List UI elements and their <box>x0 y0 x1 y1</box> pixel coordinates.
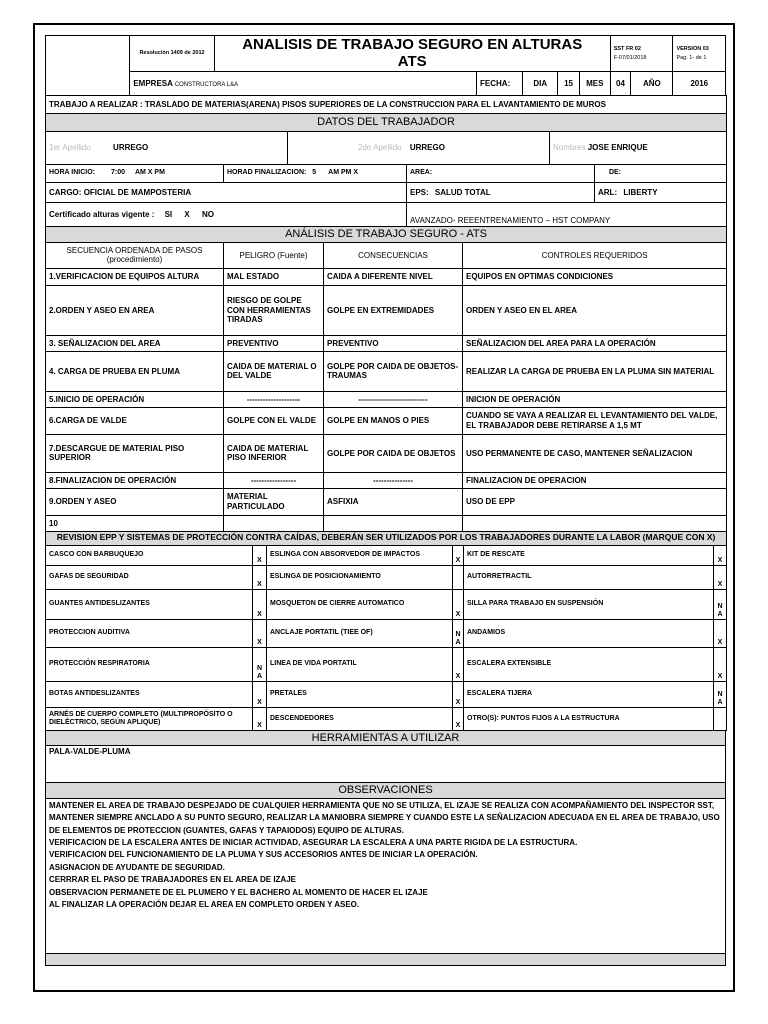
ppe-mark: N A <box>714 589 727 619</box>
end-ampm: AM PM X <box>328 169 359 177</box>
tools-value: PALA-VALDE-PLUMA <box>46 746 726 783</box>
ppe-item: OTRO(S): PUNTOS FIJOS A LA ESTRUCTURA <box>464 707 714 730</box>
notes-table <box>45 730 726 966</box>
certificate-mark: X <box>184 209 190 219</box>
cargo-cell <box>46 183 407 203</box>
ppe-item: KIT DE RESCATE <box>464 545 714 565</box>
page-number: Pag. 1- de 1 <box>676 54 707 61</box>
ats-control <box>463 515 727 531</box>
ppe-mark: X <box>714 619 727 647</box>
ats-consequence: GOLPE EN EXTREMIDADES <box>324 285 463 335</box>
ppe-mark: X <box>714 647 727 681</box>
work-value: TRASLADO DE MATERIAS(ARENA) PISOS SUPERIORES DE LA CONSTRUCCION PARA EL LAVANTAMIENTO DE MUROS <box>144 99 606 109</box>
ats-hazard: ----------------- <box>224 472 324 488</box>
ats-form <box>45 35 726 966</box>
ppe-item: GAFAS DE SEGURIDAD <box>46 565 253 589</box>
cargo-value: OFICIAL DE MAMPOSTERIA <box>83 187 192 197</box>
ats-hazard: MAL ESTADO <box>224 268 324 285</box>
ats-consequence: ASFIXIA <box>324 488 463 515</box>
level-value: AVANZADO- REEENTRENAMIENTO – HST COMPANY <box>410 215 611 225</box>
anio-label: AÑO <box>631 72 673 96</box>
arl-label: ARL: <box>598 187 618 197</box>
work-row <box>46 96 727 114</box>
start-time-label: HORA INICIO: <box>49 169 96 177</box>
ppe-table <box>45 531 727 731</box>
ats-consequence: --------------- <box>324 472 463 488</box>
section-observations: OBSERVACIONES <box>46 783 726 799</box>
fecha-label: FECHA: <box>477 72 523 96</box>
observations-body <box>46 798 726 953</box>
ppe-mark: N A <box>453 619 464 647</box>
ppe-item: LINEA DE VIDA PORTATIL <box>267 647 453 681</box>
ppe-mark: X <box>253 589 267 619</box>
resolution-text: Resolución 1409 de 2012 <box>130 36 214 72</box>
first-surname-label: 1er Apellido <box>49 143 91 153</box>
ppe-item: PROTECCION AUDITIVA <box>46 619 253 647</box>
ats-header-step: SECUENCIA ORDENADA DE PASOS (procedimiento) <box>46 242 224 268</box>
ats-control: INICION DE OPERACIÓN <box>463 391 727 407</box>
second-surname-value: URREGO <box>409 143 445 153</box>
first-surname-cell <box>46 132 288 165</box>
de-label: DE: <box>608 169 621 177</box>
ats-hazard: GOLPE CON EL VALDE <box>224 407 324 434</box>
ppe-item: GUANTES ANTIDESLIZANTES <box>46 589 253 619</box>
ats-step: 9.ORDEN Y ASEO <box>46 488 224 515</box>
ats-header-control: CONTROLES REQUERIDOS <box>463 242 727 268</box>
ats-step: 3. SEÑALIZACION DEL AREA <box>46 335 224 351</box>
ppe-item: MOSQUETON DE CIERRE AUTOMATICO <box>267 589 453 619</box>
ats-step: 7.DESCARGUE DE MATERIAL PISO SUPERIOR <box>46 434 224 472</box>
ppe-item: ESLINGA DE POSICIONAMIENTO <box>267 565 453 589</box>
arl-cell <box>595 183 727 203</box>
ats-control: EQUIPOS EN OPTIMAS CONDICIONES <box>463 268 727 285</box>
observation-line: CERRRAR EL PASO DE TRABAJADORES EN EL AREA DE IZAJE <box>49 875 296 885</box>
names-cell <box>550 132 727 165</box>
names-value: JOSE ENRIQUE <box>587 143 648 153</box>
ats-control: ORDEN Y ASEO EN EL AREA <box>463 285 727 335</box>
ats-step: 10 <box>46 515 224 531</box>
ats-control: CUANDO SE VAYA A REALIZAR EL LEVANTAMIENTO DEL VALDE, EL TRABAJADOR DEBE RETIRARSE A 1,5 MT <box>463 407 727 434</box>
title-line-2: ATS <box>397 52 427 70</box>
work-label: TRABAJO A REALIZAR : <box>49 99 143 109</box>
worker-table <box>45 95 727 227</box>
ats-consequence: CAIDA A DIFERENTE NIVEL <box>324 268 463 285</box>
empresa-cell <box>130 72 477 96</box>
ats-consequence: PREVENTIVO <box>324 335 463 351</box>
ppe-item: CASCO CON BARBUQUEJO <box>46 545 253 565</box>
section-worker-data: DATOS DEL TRABAJADOR <box>46 114 727 132</box>
ppe-item: ARNÉS DE CUERPO COMPLETO (MULTIPROPÓSITO O DIELÉCTRICO, SEGÚN APLIQUE) <box>46 707 253 730</box>
ats-hazard: PREVENTIVO <box>224 335 324 351</box>
end-time-label: HORAD FINALIZACION: <box>227 169 307 177</box>
section-ppe: REVISION EPP Y SISTEMAS DE PROTECCIÓN CONTRA CAÍDAS, DEBERÁN SER UTILIZADOS POR LOS TRABAJADORES DURANTE LA LABOR (MARQUE CON X) <box>46 531 727 545</box>
eps-value: SALUD TOTAL <box>434 187 491 197</box>
ppe-mark: X <box>253 545 267 565</box>
header-table <box>45 35 726 96</box>
observation-line: VERIFICACION DEL FUNCIONAMIENTO DE LA PLUMA Y SUS ACCESORIOS ANTES DE INICIAR LA OPERACIÓN. <box>49 850 478 860</box>
ats-consequence: GOLPE POR CAIDA DE OBJETOS- TRAUMAS <box>324 351 463 391</box>
ppe-mark: X <box>253 681 267 707</box>
empresa-value: CONSTRUCTORA L&A <box>174 81 239 88</box>
ppe-item: BOTAS ANTIDESLIZANTES <box>46 681 253 707</box>
ats-hazard <box>224 515 324 531</box>
cargo-label: CARGO: <box>49 187 82 197</box>
start-time-cell <box>46 165 224 183</box>
ats-hazard: RIESGO DE GOLPE CON HERRAMIENTAS TIRADAS <box>224 285 324 335</box>
arl-value: LIBERTY <box>623 187 658 197</box>
ppe-mark <box>453 565 464 589</box>
observation-line: VERIFICACION DE LA ESCALERA ANTES DE INICIAR ACTIVIDAD, ASEGURAR LA ESCALERA A UNA PARTE RIGIDA DE LA ESTRUCTURA. <box>49 838 578 848</box>
logo-cell <box>46 36 130 96</box>
ats-step: 8.FINALIZACION DE OPERACIÓN <box>46 472 224 488</box>
ppe-mark <box>714 707 727 730</box>
dia-value: 15 <box>558 72 580 96</box>
ppe-mark: X <box>453 545 464 565</box>
ats-step: 6.CARGA DE VALDE <box>46 407 224 434</box>
ppe-mark: X <box>453 681 464 707</box>
area-label: AREA: <box>410 169 433 177</box>
ppe-mark: X <box>714 545 727 565</box>
area-cell <box>407 165 621 183</box>
ppe-item: ANDAMIOS <box>464 619 714 647</box>
ppe-item: SILLA PARA TRABAJO EN SUSPENSIÓN <box>464 589 714 619</box>
ats-control: FINALIZACION DE OPERACION <box>463 472 727 488</box>
names-label: Nombres <box>553 143 586 153</box>
ppe-mark: N A <box>253 647 267 681</box>
ats-consequence <box>324 515 463 531</box>
form-title <box>214 36 610 72</box>
certificate-label: Certificado alturas vigente : <box>49 209 155 219</box>
ats-consequence: -------------------------- <box>324 391 463 407</box>
observation-line: MANTENER EL AREA DE TRABAJO DESPEJADO DE CUALQUIER HERRAMIENTA QUE NO SE UTILIZA, EL IZAJE SE REALIZA CON ACOMPAÑAMIENTO DEL INSPECTOR SST, MANTENER SIEMPRE ANCLADO A SU PUNTO SEGURO, REALIZAR LA MANIOBRA SIEMPRE Y CUANDO ESTE LA SEÑALIZACION ADECUADA EN EL AREA DE TRABAJO, USO DE ELEMENTOS DE PROTECCION (GUANTES, GAFAS Y TAPAIODOS) EQUIPO DE ALTURAS. <box>49 800 720 835</box>
observation-line: ASIGNACION DE AYUDANTE DE SEGURIDAD. <box>49 862 225 872</box>
ppe-mark: X <box>253 565 267 589</box>
ppe-mark: X <box>714 565 727 589</box>
level-cell <box>407 203 727 227</box>
ppe-item: DESCENDEDORES <box>267 707 453 730</box>
ats-control: REALIZAR LA CARGA DE PRUEBA EN LA PLUMA SIN MATERIAL <box>463 351 727 391</box>
ats-hazard: CAIDA DE MATERIAL PISO INFERIOR <box>224 434 324 472</box>
ats-control: USO PERMANENTE DE CASO, MANTENER SEÑALIZACION <box>463 434 727 472</box>
ats-header-hazard: PELIGRO (Fuente) <box>224 242 324 268</box>
ppe-mark: X <box>453 647 464 681</box>
end-time-value: 5 <box>312 169 317 177</box>
second-surname-cell <box>288 132 550 165</box>
end-time-cell <box>224 165 407 183</box>
ats-step: 4. CARGA DE PRUEBA EN PLUMA <box>46 351 224 391</box>
anio-value: 2016 <box>673 72 726 96</box>
ppe-item: ESCALERA TIJERA <box>464 681 714 707</box>
ppe-item: ANCLAJE PORTATIL (TIEE OF) <box>267 619 453 647</box>
ats-step: 1.VERIFICACION DE EQUIPOS ALTURA <box>46 268 224 285</box>
version-cell <box>673 36 726 72</box>
eps-cell <box>407 183 595 203</box>
empresa-label: EMPRESA <box>133 78 173 88</box>
ats-table <box>45 226 727 532</box>
ppe-mark: X <box>253 619 267 647</box>
section-ats: ANÁLISIS DE TRABAJO SEGURO - ATS <box>46 227 727 243</box>
certificate-cell <box>46 203 407 227</box>
ppe-item: PROTECCIÓN RESPIRATORIA <box>46 647 253 681</box>
start-ampm: AM X PM <box>134 169 165 177</box>
ats-step: 5.INICIO DE OPERACIÓN <box>46 391 224 407</box>
ats-consequence: GOLPE EN MANOS O PIES <box>324 407 463 434</box>
ppe-mark: X <box>453 707 464 730</box>
mes-label: MES <box>579 72 610 96</box>
ppe-item: PRETALES <box>267 681 453 707</box>
footer-bar <box>46 953 726 965</box>
ppe-mark: X <box>253 707 267 730</box>
mes-value: 04 <box>610 72 631 96</box>
observation-line: OBSERVACION PERMANETE DE EL PLUMERO Y EL BACHERO AL MOMENTO DE HACER EL IZAJE <box>49 887 428 897</box>
ats-hazard: MATERIAL PARTICULADO <box>224 488 324 515</box>
certificate-si: SI <box>164 209 173 219</box>
start-time-value: 7:00 <box>110 169 125 177</box>
ppe-item: AUTORRETRACTIL <box>464 565 714 589</box>
dia-label: DIA <box>523 72 558 96</box>
form-code: SST FR 02 <box>613 46 641 53</box>
title-line-1: ANALISIS DE TRABAJO SEGURO EN ALTURAS <box>242 36 583 53</box>
ppe-mark: X <box>453 589 464 619</box>
ats-control: SEÑALIZACION DEL AREA PARA LA OPERACIÓN <box>463 335 727 351</box>
ppe-mark: N A <box>714 681 727 707</box>
form-code-date: F-07/01/2018 <box>613 54 647 61</box>
ats-header-consequence: CONSECUENCIAS <box>324 242 463 268</box>
ppe-item: ESLINGA CON ABSORVEDOR DE IMPACTOS <box>267 545 453 565</box>
observation-line: AL FINALIZAR LA OPERACIÓN DEJAR EL AREA EN COMPLETO ORDEN Y ASEO. <box>49 900 360 910</box>
form-version: VERSION 03 <box>676 46 709 53</box>
certificate-no: NO <box>201 209 214 219</box>
ats-hazard: -------------------- <box>224 391 324 407</box>
ats-consequence: GOLPE POR CAIDA DE OBJETOS <box>324 434 463 472</box>
section-tools: HERRAMIENTAS A UTILIZAR <box>46 730 726 746</box>
ats-control: USO DE EPP <box>463 488 727 515</box>
ppe-item: ESCALERA EXTENSIBLE <box>464 647 714 681</box>
ats-hazard: CAIDA DE MATERIAL O DEL VALDE <box>224 351 324 391</box>
ats-step: 2.ORDEN Y ASEO EN AREA <box>46 285 224 335</box>
code-cell <box>610 36 673 72</box>
eps-label: EPS: <box>410 187 429 197</box>
second-surname-label: 2do Apellido <box>358 143 402 153</box>
first-surname-value: URREGO <box>113 143 149 153</box>
